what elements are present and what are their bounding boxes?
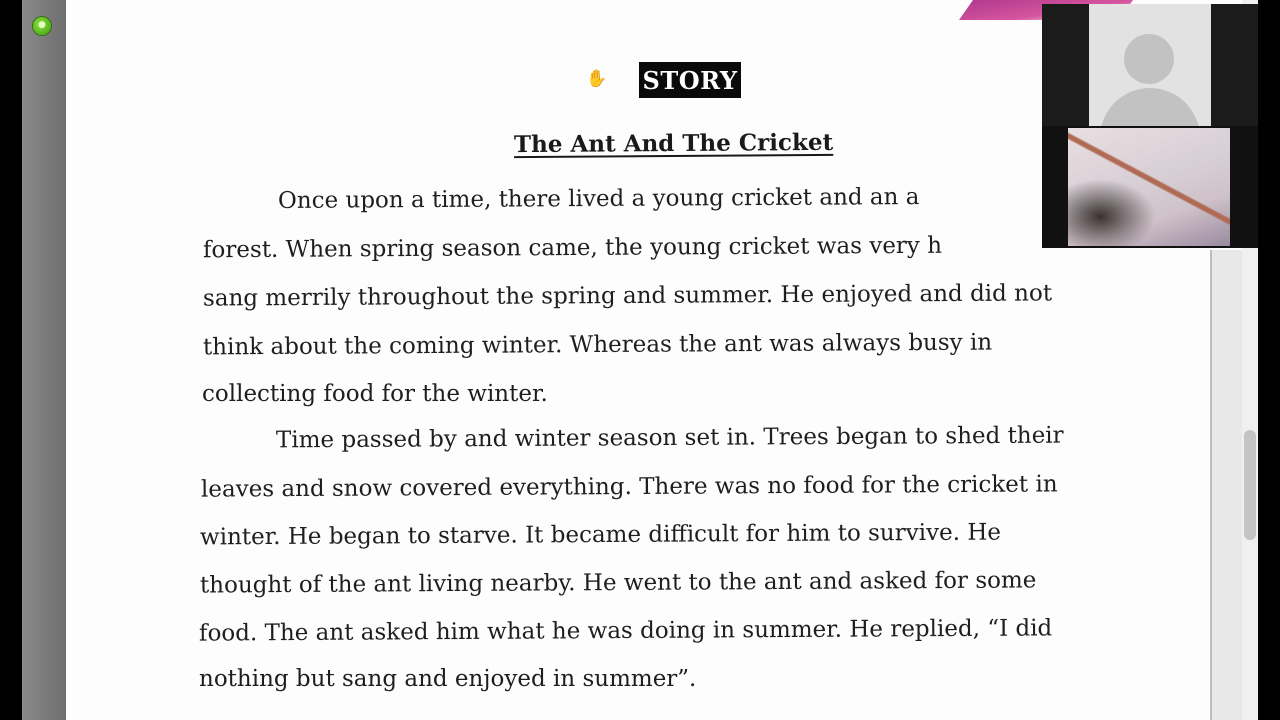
left-panel-bar (22, 0, 66, 720)
story-line: Once upon a time, there lived a young cricket and an a (277, 184, 920, 214)
status-dot-icon[interactable]: ● (33, 17, 51, 35)
live-video-feed (1068, 128, 1230, 246)
participant-tile-video[interactable] (1042, 126, 1258, 248)
story-badge: STORY (639, 62, 741, 98)
user-avatar-icon (1124, 34, 1174, 84)
scrollbar-thumb[interactable] (1244, 430, 1256, 540)
participant-tile-avatar[interactable] (1042, 4, 1258, 126)
story-title: The Ant And The Cricket (513, 128, 834, 159)
story-line: leaves and snow covered everything. There was no food for the cricket in (200, 471, 1058, 503)
story-line: food. The ant asked him what he was doing in summer. He replied, “I did (198, 615, 1053, 647)
story-line: thought of the ant living nearby. He went to the ant and asked for some (199, 567, 1037, 599)
story-line: sang merrily throughout the spring and summer. He enjoyed and did not (202, 280, 1053, 312)
hand-cursor-icon: ✋ (586, 69, 608, 89)
story-line: forest. When spring season came, the young cricket was very h (202, 232, 943, 264)
screen-edge (1258, 0, 1280, 720)
story-line: Time passed by and winter season set in. Trees began to shed their (275, 422, 1064, 454)
story-line: think about the coming winter. Whereas the ant was always busy in (202, 329, 993, 361)
story-line: collecting food for the winter. (202, 381, 548, 407)
page-gutter (1210, 250, 1244, 720)
story-line: winter. He began to starve. It became difficult for him to survive. He (199, 519, 1002, 551)
story-line: nothing but sang and enjoyed in summer”. (199, 666, 697, 692)
